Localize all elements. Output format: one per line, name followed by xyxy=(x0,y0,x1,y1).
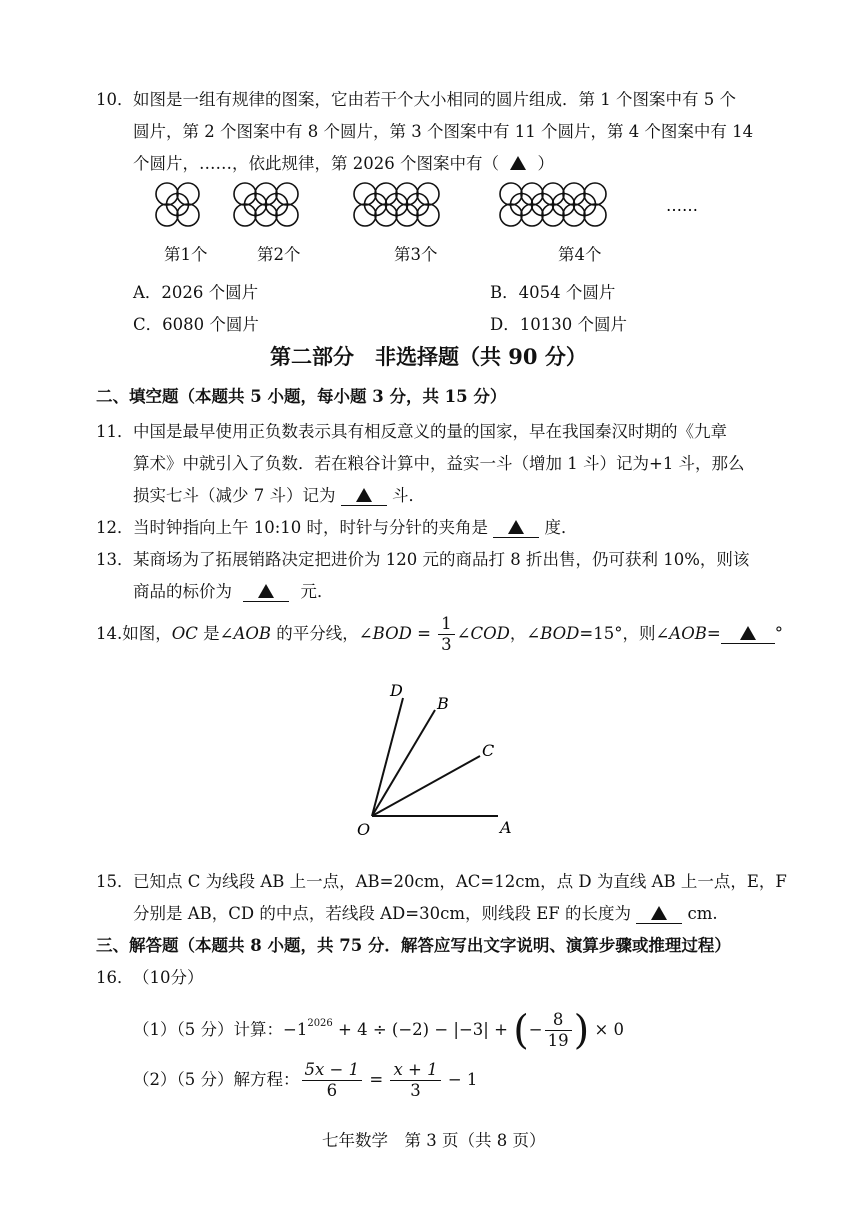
point-b-label: B xyxy=(437,694,449,713)
point-d-label: D xyxy=(390,681,403,700)
q15-line2-post: cm. xyxy=(687,904,718,923)
q16-p1-frac-den: 19 xyxy=(547,1031,569,1050)
q13-line2-post: 元． xyxy=(300,582,334,601)
point-c-label: C xyxy=(482,741,495,760)
q11-line2: 算术》中就引入了负数．若在粮谷计算中，益实一斗（增加 1 斗）记为+1 斗，那么 xyxy=(133,454,745,473)
point-a-label: A xyxy=(500,818,512,837)
q14-frac-den: 3 xyxy=(441,635,452,654)
q11-line3-pre: 损实七斗（减少 7 斗）记为 xyxy=(133,486,336,505)
q16-p2-right-num: x + 1 xyxy=(390,1060,440,1081)
q14-t8: ° xyxy=(774,624,783,643)
q14-number: 14. xyxy=(96,624,123,643)
answer-triangle-icon xyxy=(508,520,524,534)
q16-part1 xyxy=(133,1004,625,1054)
q14-eq: = xyxy=(411,624,437,643)
q13-line2 xyxy=(133,578,334,602)
q16-p2-label: （2）（5 分）解方程： xyxy=(133,1070,300,1089)
q14-oc: OC xyxy=(171,624,198,643)
q16-p1-b: + 4 ÷ (−2) − |−3| + xyxy=(332,1020,514,1039)
q10-line3-text: 个圆片，……，依此规律，第 2026 个图案中有（ xyxy=(133,154,499,173)
q10-option-d: D．10130 个圆片 xyxy=(490,315,627,334)
q15-number: 15． xyxy=(96,872,134,891)
q14-answer-blank xyxy=(721,624,775,644)
q14-bod-2: BOD xyxy=(540,624,580,643)
answer-triangle-icon xyxy=(510,156,526,170)
circle-patterns-figure xyxy=(150,180,710,230)
q11-answer-blank xyxy=(341,486,387,506)
pattern-label-3: 第3个 xyxy=(394,245,438,264)
q14-t1: 如图， xyxy=(122,624,172,643)
ray-od xyxy=(372,698,403,816)
answer-triangle-icon xyxy=(651,906,667,920)
q13-line2-pre: 商品的标价为 xyxy=(133,582,232,601)
q16-part2 xyxy=(133,1060,477,1101)
q14-frac-num: 1 xyxy=(438,614,455,635)
q10-number: 10． xyxy=(96,90,134,109)
q14-bod: BOD xyxy=(372,624,412,643)
patterns-ellipsis: …… xyxy=(666,196,698,215)
q16-p1-exp: 2026 xyxy=(307,1018,333,1029)
q16-p2-tail: − 1 xyxy=(442,1070,478,1089)
ray-ob xyxy=(372,710,435,816)
q14-t6: =15°，则∠ xyxy=(579,624,670,643)
part2-title: 第二部分 非选择题（共 90 分） xyxy=(270,344,587,369)
q12-answer-blank xyxy=(493,518,539,538)
circle-patterns-group xyxy=(156,183,606,226)
q12-number: 12． xyxy=(96,518,134,537)
section2-header: 二、填空题（本题共 5 小题，每小题 3 分，共 15 分） xyxy=(96,387,507,406)
q14-t2: 是∠ xyxy=(197,624,234,643)
left-paren: ( xyxy=(513,1007,529,1054)
q11-line1: 中国是最早使用正负数表示具有相反意义的量的国家，早在我国秦汉时期的《九章 xyxy=(133,422,727,441)
section3-header: 三、解答题（本题共 8 小题，共 75 分．解答应写出文字说明、演算步骤或推理过程） xyxy=(96,936,731,955)
q12-text xyxy=(133,514,578,538)
q15-line2 xyxy=(133,900,718,924)
q14-cod: COD xyxy=(470,624,510,643)
q13-line1: 某商场为了拓展销路决定把进价为 120 元的商品打 8 折出售，仍可获利 10%，则该 xyxy=(133,550,750,569)
q16-p2-left-num: 5x − 1 xyxy=(302,1060,363,1081)
q16-p1-fraction xyxy=(545,1010,572,1051)
point-o-label: O xyxy=(357,820,371,839)
pattern-label-2: 第2个 xyxy=(257,245,301,264)
q16-p1-a: −1 xyxy=(283,1020,308,1039)
q16-number: 16． xyxy=(96,968,134,987)
q16-score: （10分） xyxy=(133,968,204,987)
q10-option-b: B．4054 个圆片 xyxy=(490,283,616,302)
q10-line1: 如图是一组有规律的图案，它由若干个大小相同的圆片组成．第 1 个图案中有 5 个 xyxy=(133,90,736,109)
q16-p2-left-den: 6 xyxy=(326,1081,338,1100)
angle-figure xyxy=(340,676,540,844)
ray-oc xyxy=(372,756,480,816)
q12-post: 度． xyxy=(544,518,578,537)
q16-p2-right-den: 3 xyxy=(410,1081,421,1100)
q16-p1-c: × 0 xyxy=(589,1020,625,1039)
q10-option-c: C．6080 个圆片 xyxy=(133,315,259,334)
q14-fraction xyxy=(438,614,455,655)
page-footer: 七年数学 第 3 页（共 8 页） xyxy=(322,1131,546,1150)
q11-number: 11． xyxy=(96,422,134,441)
answer-triangle-icon xyxy=(740,626,756,640)
q11-line3-post: 斗． xyxy=(392,486,425,505)
pattern-label-4: 第4个 xyxy=(558,245,602,264)
answer-triangle-icon xyxy=(356,488,372,502)
q13-answer-blank xyxy=(243,582,289,602)
q10-line3-end: ） xyxy=(537,154,554,173)
q14-t3: 的平分线，∠ xyxy=(271,624,373,643)
q10-line3 xyxy=(133,150,554,174)
answer-triangle-icon xyxy=(258,584,274,598)
q16-p1-label: （1）（5 分）计算： xyxy=(133,1020,283,1039)
q10-line2: 圆片，第 2 个图案中有 8 个圆片，第 3 个图案中有 11 个圆片，第 4 个图案中有 14 xyxy=(133,122,754,141)
q16-p2-left-fraction xyxy=(302,1060,363,1101)
q16-p1-frac-num: 8 xyxy=(545,1010,572,1031)
q11-line3 xyxy=(133,482,425,506)
q13-number: 13． xyxy=(96,550,134,569)
q14-t7: = xyxy=(706,624,721,643)
q14-aob-2: AOB xyxy=(669,624,707,643)
q15-answer-blank xyxy=(636,904,682,924)
q15-line1: 已知点 C 为线段 AB 上一点，AB=20cm，AC=12cm，点 D 为直线 AB 上一点，E，F xyxy=(133,872,787,891)
q15-line2-pre: 分别是 AB，CD 的中点，若线段 AD=30cm，则线段 EF 的长度为 xyxy=(133,904,631,923)
right-paren: ) xyxy=(573,1007,590,1054)
q14-text xyxy=(96,614,783,655)
pattern-label-1: 第1个 xyxy=(164,245,208,264)
q16-p2-right-fraction xyxy=(390,1060,440,1101)
q14-t5: ，∠ xyxy=(509,624,541,643)
q16-p2-eq: = xyxy=(364,1070,389,1089)
q14-t4: ∠ xyxy=(456,624,471,643)
q16-p1-frac-sign: − xyxy=(528,1020,543,1039)
q10-option-a: A．2026 个圆片 xyxy=(133,283,259,302)
q12-pre: 当时钟指向上午 10:10 时，时针与分针的夹角是 xyxy=(133,518,489,537)
q14-aob: AOB xyxy=(233,624,272,643)
